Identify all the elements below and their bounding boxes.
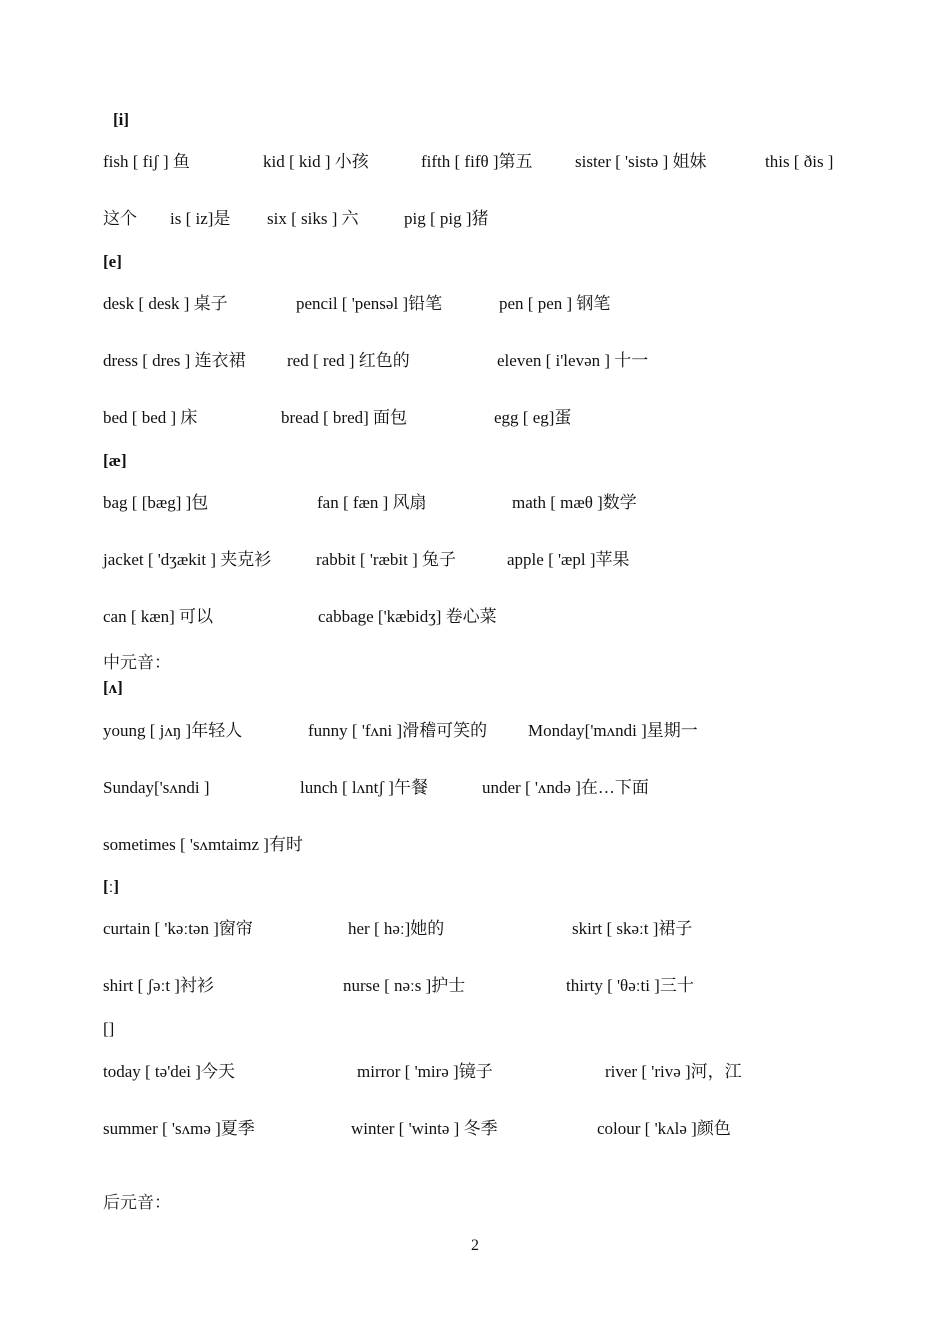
section-label-back: 后元音：	[103, 1193, 171, 1212]
heading-wedge: [ʌ]	[103, 678, 123, 697]
word-entry: 这个	[103, 209, 137, 228]
word-entry: mirror [ 'mirə ]镜子	[357, 1062, 493, 1081]
word-entry: nurse [ nəːs ]护士	[343, 976, 466, 995]
word-entry: river [ 'rivə ]河，江	[605, 1062, 742, 1081]
word-entry: pencil [ 'pensəl ]铅笔	[296, 294, 443, 313]
page-number: 2	[471, 1237, 479, 1254]
word-entry: sister [ 'sistə ] 姐妹	[575, 152, 707, 171]
word-entry: young [ jʌŋ ]年轻人	[103, 721, 243, 740]
word-entry: fan [ fæn ] 风扇	[317, 493, 427, 512]
word-entry: six [ siks ] 六	[267, 209, 359, 228]
word-entry: curtain [ 'kəːtən ]窗帘	[103, 919, 253, 938]
word-entry: shirt [ ʃəːt ]衬衫	[103, 976, 214, 995]
word-entry: math [ mæθ ]数学	[512, 493, 637, 512]
word-entry: summer [ 'sʌmə ]夏季	[103, 1119, 255, 1138]
word-entry: thirty [ 'θəːti ]三十	[566, 976, 694, 995]
word-entry: rabbit [ 'ræbit ] 兔子	[316, 550, 456, 569]
section-label-central: 中元音：	[103, 653, 171, 672]
word-entry: winter [ 'wintə ] 冬季	[351, 1119, 498, 1138]
word-entry: jacket [ 'dʒækit ] 夹克衫	[103, 550, 272, 569]
word-entry: cabbage ['kæbidʒ] 卷心菜	[318, 607, 497, 626]
word-entry: pig [ pig ]猪	[404, 209, 489, 228]
heading-schwa: []	[103, 1019, 115, 1038]
word-entry: bed [ bed ] 床	[103, 408, 198, 427]
word-entry: kid [ kid ] 小孩	[263, 152, 369, 171]
heading-i: [i]	[113, 110, 130, 129]
word-entry: apple [ 'æpl ]苹果	[507, 550, 630, 569]
word-entry: bag [ [bæg] ]包	[103, 493, 209, 512]
word-entry: is [ iz]是	[170, 209, 231, 228]
word-entry: today [ tə'dei ]今天	[103, 1062, 235, 1081]
word-entry: under [ 'ʌndə ]在…下面	[482, 778, 649, 797]
heading-ae: [æ]	[103, 451, 127, 470]
word-entry: Monday['mʌndi ]星期一	[528, 721, 698, 740]
word-entry: her [ həː]她的	[348, 919, 445, 938]
word-entry: pen [ pen ] 钢笔	[499, 294, 611, 313]
word-entry: desk [ desk ] 桌子	[103, 294, 228, 313]
word-entry: fifth [ fifθ ]第五	[421, 152, 533, 171]
word-entry: can [ kæn] 可以	[103, 607, 214, 626]
word-entry: fish [ fiʃ ] 鱼	[103, 152, 190, 171]
word-entry: funny [ 'fʌni ]滑稽可笑的	[308, 721, 488, 740]
word-entry: colour [ 'kʌlə ]颜色	[597, 1119, 731, 1138]
word-entry: lunch [ lʌntʃ ]午餐	[300, 778, 428, 797]
heading-e: [e]	[103, 252, 122, 271]
word-entry: bread [ bred] 面包	[281, 408, 408, 427]
word-entry: red [ red ] 红色的	[287, 351, 410, 370]
word-entry: eleven [ i'levən ] 十一	[497, 351, 649, 370]
word-entry: skirt [ skəːt ]裙子	[572, 919, 693, 938]
heading-long-vowel: [ː]	[103, 877, 120, 896]
word-entry: Sunday['sʌndi ]	[103, 778, 210, 797]
word-entry: dress [ dres ] 连衣裙	[103, 351, 246, 370]
word-entry: this [ ðis ]	[765, 152, 834, 171]
word-entry: sometimes [ 'sʌmtaimz ]有时	[103, 835, 303, 854]
word-entry: egg [ eg]蛋	[494, 408, 572, 427]
